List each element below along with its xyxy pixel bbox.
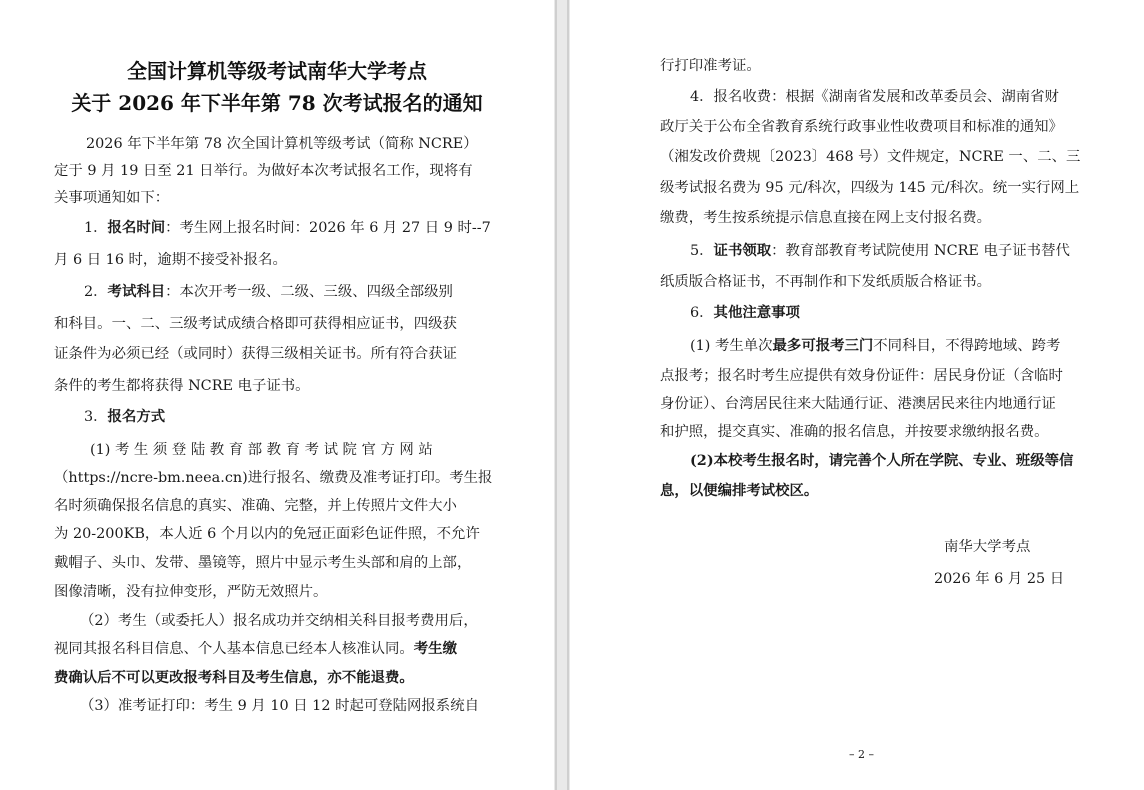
body-line-bold: 息，以便编排考试校区。 <box>660 482 819 499</box>
body-line: 行打印准考证。 <box>660 58 761 74</box>
section-5-certificate: 5．证书领取：教育部教育考试院使用 NCRE 电子证书替代 <box>690 242 1070 259</box>
body-line: （3）准考证打印：考生 9 月 10 日 12 时起可登陆网报系统自 <box>80 698 479 714</box>
document-page-1 <box>0 0 554 790</box>
section-2-exam-subjects: 2．考试科目：本次开考一级、二级、三级、四级全部级别 <box>84 283 453 300</box>
signature: 南华大学考点 <box>944 539 1031 555</box>
body-line: 和科目。一、二、三级考试成绩合格即可获得相应证书，四级获 <box>54 316 457 332</box>
body-line: 政厅关于公布全省教育系统行政事业性收费项目和标准的通知》 <box>660 119 1063 135</box>
section-6-other-notes: 6．其他注意事项 <box>690 304 800 321</box>
body-line: 图像清晰，没有拉伸变形，严防无效照片。 <box>54 584 328 600</box>
body-line: (1) 考 生 须 登 陆 教 育 部 教 育 考 试 院 官 方 网 站 <box>90 442 433 458</box>
body-line: （2）考生（或委托人）报名成功并交纳相关科目报考费用后， <box>80 613 478 629</box>
body-line: 月 6 日 16 时，逾期不接受补报名。 <box>54 252 287 268</box>
body-line: 关事项通知如下： <box>54 190 170 206</box>
section-1-registration-time: 1．报名时间：考生网上报名时间：2026 年 6 月 27 日 9 时--7 <box>84 219 491 236</box>
date: 2026 年 6 月 25 日 <box>934 571 1065 587</box>
page-divider <box>555 0 557 790</box>
body-line: 2026 年下半年第 78 次全国计算机等级考试（简称 NCRE） <box>86 136 478 152</box>
body-line: 缴费，考生按系统提示信息直接在网上支付报名费。 <box>660 210 991 226</box>
body-line: 视同其报名科目信息、个人基本信息已经本人核准认同。考生缴 <box>54 640 457 657</box>
body-line: 证条件为必须已经（或同时）获得三级相关证书。所有符合获证 <box>54 346 457 362</box>
body-line: 纸质版合格证书，不再制作和下发纸质版合格证书。 <box>660 274 991 290</box>
body-line: 名时须确保报名信息的真实、准确、完整，并上传照片文件大小 <box>54 498 457 514</box>
page-number: – 2 – <box>849 748 874 761</box>
body-line: 身份证）、台湾居民往来大陆通行证、港澳居民来往内地通行证 <box>660 396 1056 412</box>
body-line-bold: 费确认后不可以更改报考科目及考生信息，亦不能退费。 <box>54 669 414 686</box>
body-line: （https://ncre-bm.neea.cn)进行报名、缴费及准考证打印。考生报 <box>54 470 493 486</box>
section-3-registration-method: 3．报名方式 <box>84 408 166 425</box>
body-line: 级考试报名费为 95 元/科次，四级为 145 元/科次。统一实行网上 <box>660 180 1080 196</box>
body-line: （湘发改价费规〔2023〕468 号）文件规定，NCRE 一、二、三 <box>660 149 1081 165</box>
body-line: 条件的考生都将获得 NCRE 电子证书。 <box>54 378 310 394</box>
body-line: 定于 9 月 19 日至 21 日举行。为做好本次考试报名工作，现将有 <box>54 163 473 179</box>
body-line: 点报考；报名时考生应提供有效身份证件：居民身份证（含临时 <box>660 368 1063 384</box>
body-line-bold: (2)本校考生报名时，请完善个人所在学院、专业、班级等信 <box>690 452 1074 469</box>
page-divider <box>567 0 569 790</box>
body-line: (1) 考生单次最多可报考三门不同科目，不得跨地域、跨考 <box>690 337 1061 354</box>
notice-title-line-1: 全国计算机等级考试南华大学考点 <box>127 59 427 83</box>
notice-title-line-2: 关于 2026 年下半年第 78 次考试报名的通知 <box>71 91 483 115</box>
body-line: 戴帽子、头巾、发带、墨镜等，照片中显示考生头部和肩的上部， <box>54 555 472 571</box>
section-4-registration-fee: 4．报名收费：根据《湖南省发展和改革委员会、湖南省财 <box>690 89 1059 105</box>
body-line: 为 20-200KB，本人近 6 个月以内的免冠正面彩色证件照，不允许 <box>54 526 480 542</box>
body-line: 和护照，提交真实、准确的报名信息，并按要求缴纳报名费。 <box>660 424 1049 440</box>
